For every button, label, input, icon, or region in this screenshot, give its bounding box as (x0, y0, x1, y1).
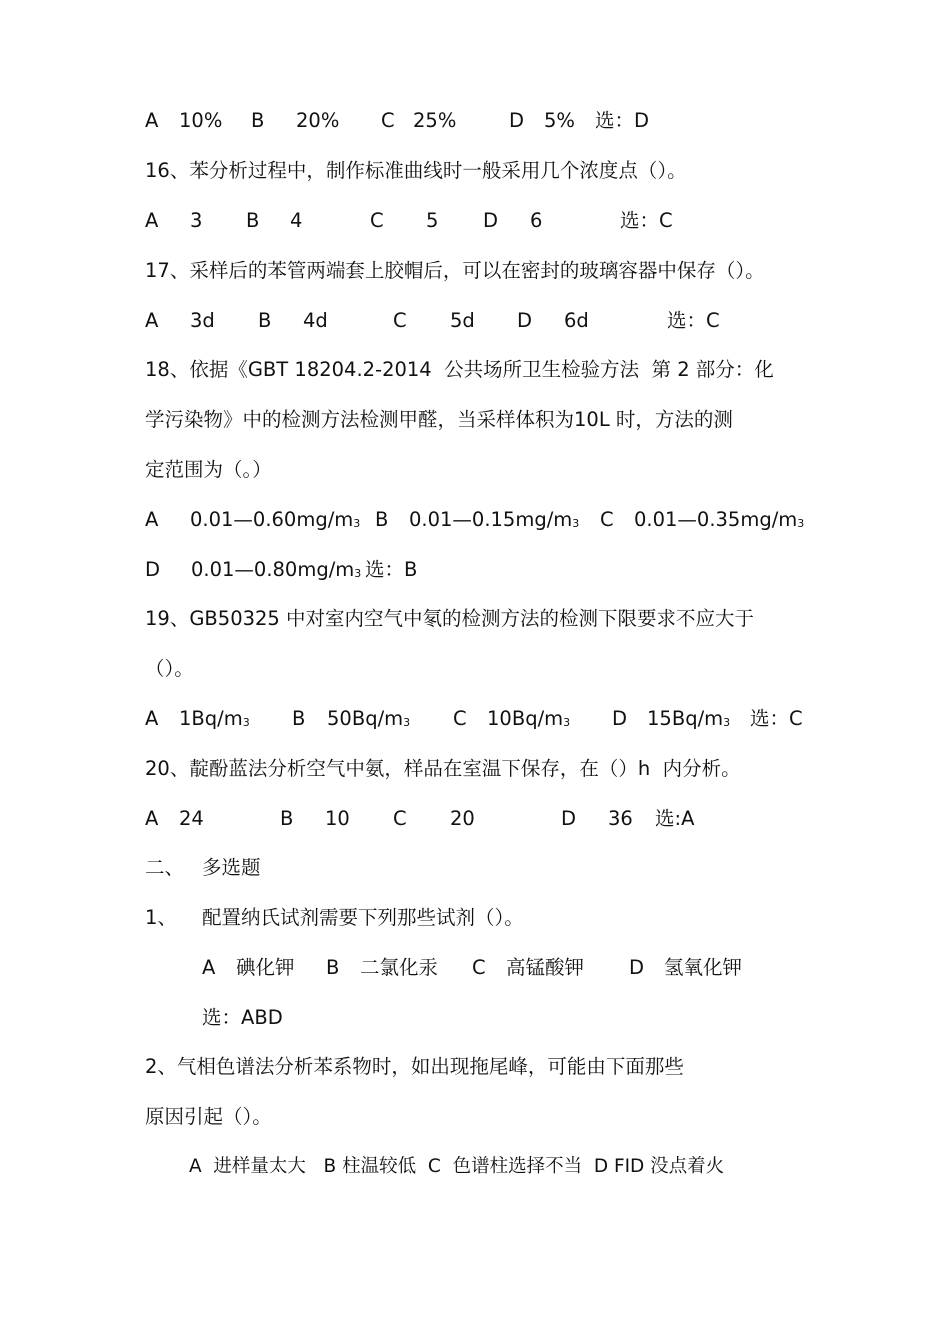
question-19-line2: （）。 (145, 657, 194, 680)
option-a-value: 0.01—0.60mg/m3 (190, 508, 361, 531)
option-a-value: 碘化钾 (236, 956, 295, 979)
answer: 选：ABD (202, 1006, 283, 1029)
option-a-value: 24 (179, 807, 204, 830)
option-d-value: 36 (608, 807, 633, 830)
option-d-value: 5% (544, 109, 575, 132)
multi-question-2-line1: 2、气相色谱法分析苯系物时，如出现拖尾峰，可能由下面那些 (145, 1055, 684, 1078)
option-a-letter: A (145, 508, 159, 531)
option-c-letter: C (472, 956, 486, 979)
option-c-letter: C (381, 109, 395, 132)
option-d-letter: D (145, 558, 161, 581)
question-17: 17、采样后的苯管两端套上胶帽后，可以在密封的玻璃容器中保存（）。 (145, 259, 765, 282)
answer: 选：C (750, 707, 803, 730)
option-c-value: 20 (450, 807, 475, 830)
multi-question-2-line2: 原因引起（）。 (145, 1105, 272, 1128)
answer: 选：D (595, 109, 650, 132)
option-b-letter: B (246, 209, 260, 232)
option-a-letter: A (145, 807, 159, 830)
option-b-letter: B (251, 109, 265, 132)
option-c-value: 25% (413, 109, 457, 132)
option-c-letter: C (600, 508, 614, 531)
option-c-letter: C (370, 209, 384, 232)
answer: 选：C (667, 309, 720, 332)
option-d-letter: D (629, 956, 645, 979)
option-b-value: 0.01—0.15mg/m3 (409, 508, 580, 531)
question-19-line1: 19、GB50325 中对室内空气中氡的检测方法的检测下限要求不应大于 (145, 607, 755, 630)
option-b-value: 20% (296, 109, 340, 132)
option-a-letter: A (145, 309, 159, 332)
option-b-letter: B (280, 807, 294, 830)
option-c-letter: C (393, 309, 407, 332)
option-d-value: 6d (564, 309, 589, 332)
question-number: 1、 (145, 906, 177, 929)
option-b-value: 4d (303, 309, 328, 332)
option-b-letter: B (292, 707, 306, 730)
option-b-letter: B (326, 956, 340, 979)
section-title: 多选题 (202, 856, 261, 879)
option-d-letter: D (612, 707, 628, 730)
option-a-letter: A (145, 109, 159, 132)
question-text: 配置纳氏试剂需要下列那些试剂（）。 (202, 906, 524, 929)
option-d-value: 15Bq/m3 (647, 707, 731, 730)
question-16: 16、苯分析过程中，制作标准曲线时一般采用几个浓度点（）。 (145, 159, 687, 182)
option-c-value: 5d (450, 309, 475, 332)
option-c-value: 10Bq/m3 (487, 707, 571, 730)
option-a-value: 3 (190, 209, 203, 232)
option-a-letter: A (145, 707, 159, 730)
option-d-value: 氢氧化钾 (664, 956, 743, 979)
option-a-letter: A (145, 209, 159, 232)
option-b-letter: B (258, 309, 272, 332)
answer: 选：C (620, 209, 673, 232)
answer: 选:A (655, 807, 695, 830)
option-b-value: 50Bq/m3 (327, 707, 411, 730)
question-18-line2: 学污染物》中的检测方法检测甲醛，当采样体积为10L 时，方法的测 (145, 408, 733, 431)
option-c-value: 5 (426, 209, 439, 232)
question-18-line3: 定范围为（。） (145, 458, 272, 481)
question-20: 20、靛酚蓝法分析空气中氨，样品在室温下保存，在（）h 内分析。 (145, 757, 741, 780)
answer: 选：B (365, 558, 418, 581)
option-d-value: 6 (530, 209, 543, 232)
option-d-letter: D (517, 309, 533, 332)
option-d-letter: D (483, 209, 499, 232)
option-d-value: 0.01—0.80mg/m3 (191, 558, 362, 581)
option-c-letter: C (393, 807, 407, 830)
section-number: 二、 (145, 856, 185, 879)
option-d-letter: D (509, 109, 525, 132)
multi-question-2-options: A 进样量太大 B 柱温较低 C 色谱柱选择不当 D FID 没点着火 (189, 1156, 725, 1177)
option-c-value: 高锰酸钾 (506, 956, 585, 979)
option-b-value: 10 (325, 807, 350, 830)
option-a-value: 1Bq/m3 (179, 707, 250, 730)
option-a-value: 3d (190, 309, 215, 332)
option-b-value: 4 (290, 209, 303, 232)
option-a-value: 10% (179, 109, 223, 132)
option-b-value: 二氯化汞 (360, 956, 439, 979)
option-c-letter: C (453, 707, 467, 730)
option-c-value: 0.01—0.35mg/m3 (634, 508, 805, 531)
option-d-letter: D (561, 807, 577, 830)
option-b-letter: B (375, 508, 389, 531)
option-a-letter: A (202, 956, 216, 979)
question-18-line1: 18、依据《GBT 18204.2-2014 公共场所卫生检验方法 第 2 部分：化 (145, 358, 774, 381)
